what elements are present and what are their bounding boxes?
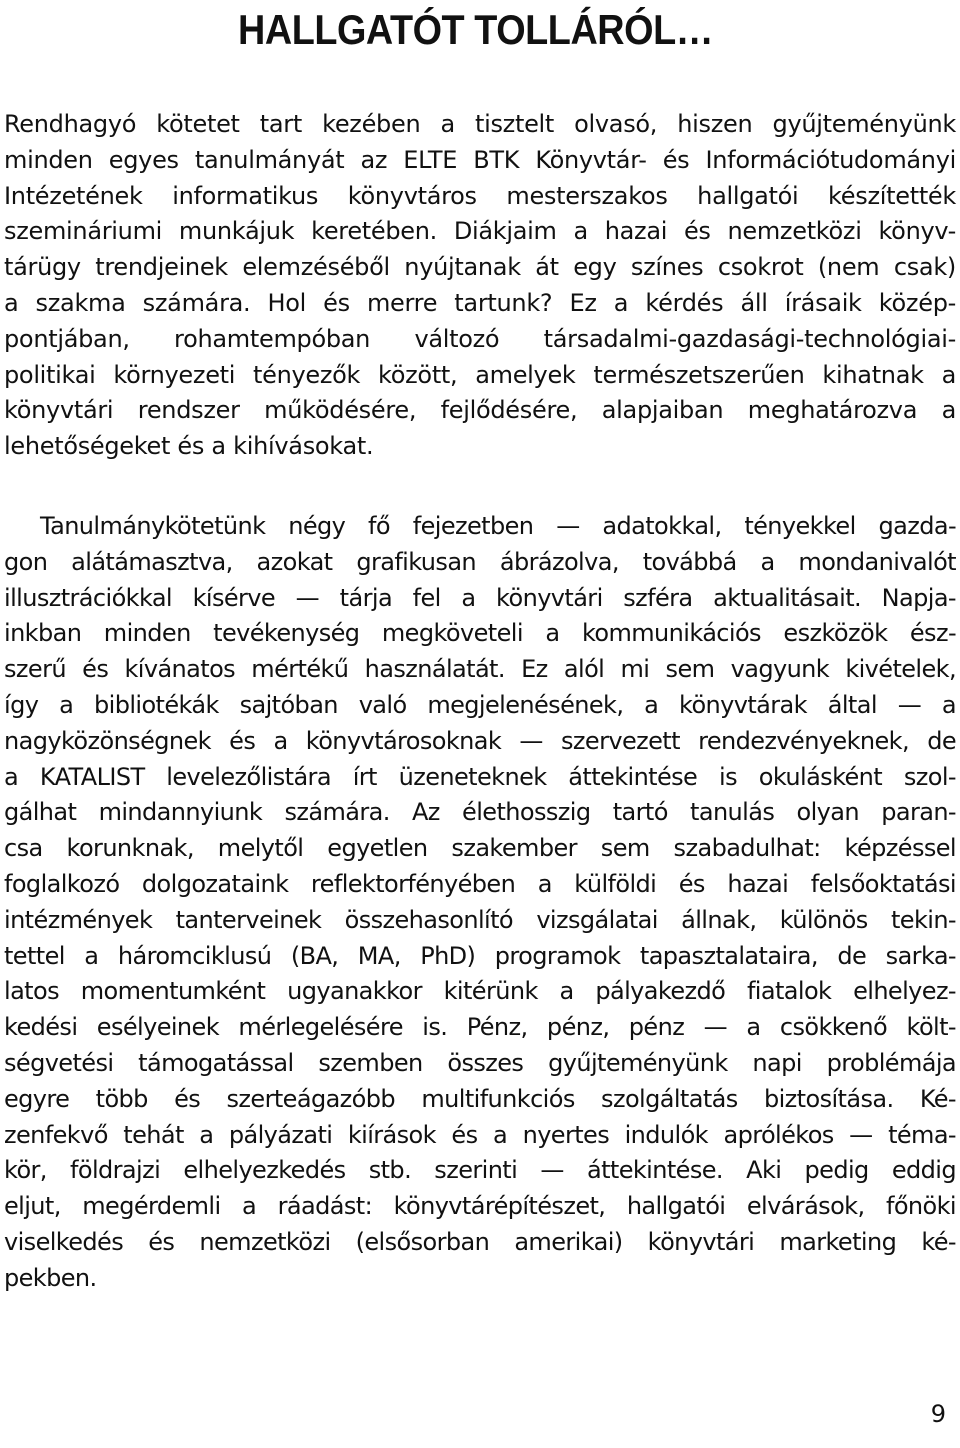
text-line: szemináriumi munkájuk keretében. Diákjaim a hazai és nemzetközi könyv- — [4, 217, 956, 246]
text-line: gálhat mindannyiunk számára. Az élethosszig tartó tanulás olyan paran- — [4, 798, 956, 827]
page-number: 9 — [930, 1400, 946, 1428]
text-line: a KATALIST levelezőlistára írt üzeneteknek áttekintése is okulásként szol- — [4, 762, 956, 791]
text-line: politikai környezeti tényezők között, amelyek természetszerűen kihatnak a — [4, 360, 956, 389]
text-line: kör, földrajzi elhelyezkedés stb. szerinti — áttekintése. Aki pedig eddig — [4, 1156, 956, 1185]
text-line: Intézetének informatikus könyvtáros mesterszakos hallgatói készítették — [4, 181, 956, 210]
text-line: gon alátámasztva, azokat grafikusan ábrázolva, továbbá a mondanivalót — [4, 547, 956, 576]
text-line: inkban minden tevékenység megköveteli a kommunikációs eszközök ész- — [4, 619, 956, 648]
text-line: egyre több és szerteágazóbb multifunkciós szolgáltatás biztosítása. Ké- — [4, 1084, 956, 1113]
text-line: eljut, megérdemli a ráadást: könyvtárépítészet, hallgatói elvárások, főnöki — [4, 1192, 956, 1221]
text-line: minden egyes tanulmányát az ELTE BTK Könyvtár- és Információtudományi — [4, 145, 956, 174]
text-line: a szakma számára. Hol és merre tartunk? Ez a kérdés áll írásaik közép- — [4, 288, 956, 317]
text-line: így a bibliotékák sajtóban való megjelenésének, a könyvtárak által — a — [4, 690, 956, 719]
text-line: tárügy trendjeinek elemzéséből nyújtanak át egy színes csokrot (nem csak) — [4, 253, 956, 282]
text-line: pontjában, rohamtempóban változó társadalmi-gazdasági-technológiai- — [4, 324, 956, 353]
text-line: szerű és kívánatos mértékű használatát. Ez alól mi sem vagyunk kivételek, — [4, 655, 956, 684]
text-line: lehetőségeket és a kihívásokat. — [4, 432, 374, 461]
text-line: nagyközönségnek és a könyvtárosoknak — szervezett rendezvényeknek, de — [4, 726, 956, 755]
text-line: kedési esélyeinek mérlegelésére is. Pénz, pénz, pénz — a csökkenő költ- — [4, 1013, 956, 1042]
text-line: illusztrációkkal kísérve — tárja fel a könyvtári szféra aktualitásait. Napja- — [4, 583, 956, 612]
text-line: foglalkozó dolgozataink reflektorfényében a külföldi és hazai felsőoktatási — [4, 869, 956, 898]
text-line: latos momentumként ugyanakkor kitérünk a pályakezdő fiatalok elhelyez- — [4, 977, 956, 1006]
text-line: ségvetési támogatással szemben összes gyűjteményünk napi problémája — [4, 1048, 956, 1077]
text-line: tettel a háromciklusú (BA, MA, PhD) programok tapasztalataira, de sarka- — [4, 941, 956, 970]
text-line: Tanulmánykötetünk négy fő fejezetben — adatokkal, tényekkel gazda- — [40, 512, 956, 540]
text-line: zenfekvő tehát a pályázati kiírások és a nyertes indulók aprólékos — téma- — [4, 1120, 956, 1149]
text-line: csa korunknak, melytől egyetlen szakember sem szabadulhat: képzéssel — [4, 834, 956, 863]
text-line: intézmények tanterveinek összehasonlító vizsgálatai állnak, különös tekin- — [4, 905, 956, 934]
text-line: Rendhagyó kötetet tart kezében a tisztelt olvasó, hiszen gyűjteményünk — [4, 110, 956, 138]
text-line: pekben. — [4, 1263, 97, 1292]
text-line: viselkedés és nemzetközi (elsősorban amerikai) könyvtári marketing ké- — [4, 1227, 956, 1256]
paragraph-main — [4, 509, 956, 1297]
text-line: könyvtári rendszer működésére, fejlődésére, alapjaiban meghatározva a — [4, 396, 956, 425]
paragraph-intro — [4, 107, 956, 465]
page-title: HALLGATÓT TOLLÁRÓL… — [238, 6, 714, 53]
